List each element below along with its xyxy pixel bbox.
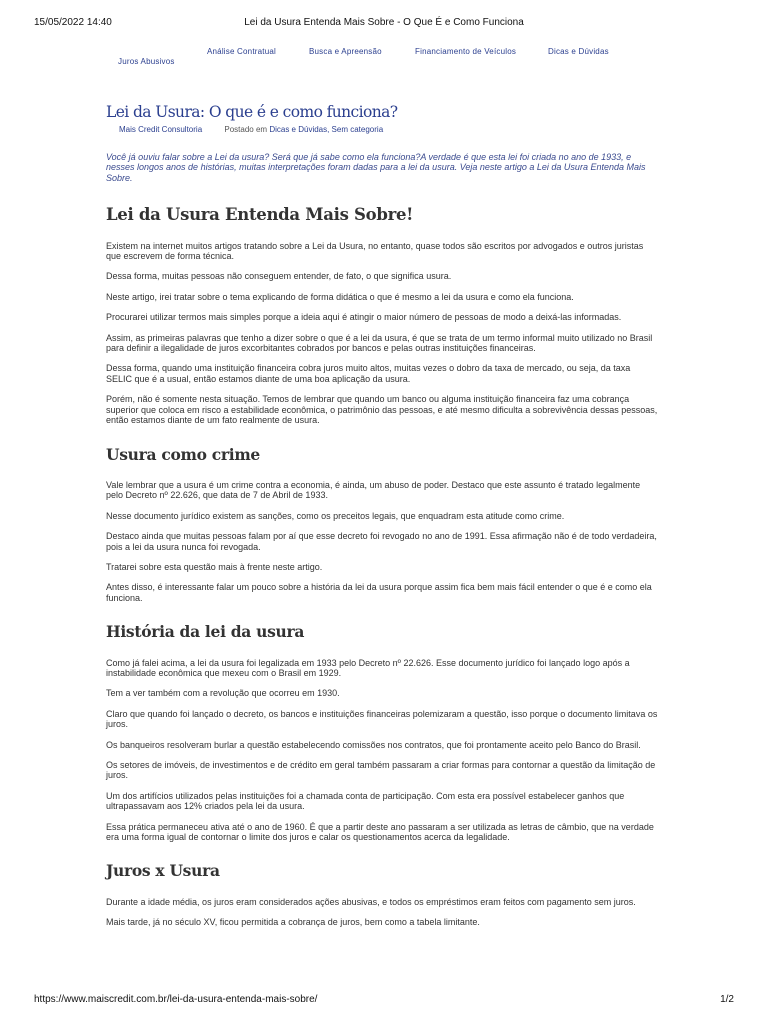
nav-item-analise-contratual[interactable]: Análise Contratual [207,47,276,56]
paragraph: Vale lembrar que a usura é um crime contra a economia, é ainda, um abuso de poder. Destaco que este assunto é tratado legalmente pelo Decreto nº 22.626, que data de 7 de Abril de 1933. [106,479,641,501]
paragraph: Essa prática permaneceu ativa até o ano de 1960. É que a partir deste ano passaram a ser utilizada as letras de câmbio, que na verdade era uma forma igual de contornar o limite dos juros e calar os questionamentos acerca da legalidade. [106,821,654,843]
print-document-title: Lei da Usura Entenda Mais Sobre - O Que É e Como Funciona [244,17,524,28]
paragraph: Procurarei utilizar termos mais simples porque a ideia aqui é atingir o maior número de pessoas de modo a deixá-las informadas. [106,312,622,323]
paragraph: Tratarei sobre esta questão mais à frente neste artigo. [106,561,323,572]
article-meta [119,125,383,134]
posted-label: Postado em [224,125,268,134]
author-link[interactable]: Mais Credit Consultoria [119,125,203,134]
print-url: https://www.maiscredit.com.br/lei-da-usura-entenda-mais-sobre/ [34,994,318,1005]
page-number: 1/2 [720,994,734,1005]
print-datetime: 15/05/2022 14:40 [34,17,112,28]
section-heading-historia: História da lei da usura [106,622,305,642]
paragraph: Como já falei acima, a lei da usura foi legalizada em 1933 pelo Decreto nº 22.626. Esse documento jurídico foi lançado logo após a instabilidade econômica que mexeu com o Brasil em 1929. [106,657,630,678]
paragraph: Dessa forma, quando uma instituição financeira cobra juros muito altos, muitas vezes o dobro da taxa de mercado, ou seja, da taxa SELIC que é a usual, então estamos diante de uma boa aplicação da usura. [106,363,631,384]
intro-paragraph: Você já ouviu falar sobre a Lei da usura? Será que já sabe como ela funciona?A verdade é que esta lei foi criada no ano de 1933, e nesses longos anos de histórias, muitas interpretações foram dadas para a lei da usura. Veja neste artigo a Lei da Usura Entenda Mais Sobre. [106,152,646,183]
paragraph: Nesse documento jurídico existem as sanções, como os preceitos legais, que enquadram esta atitude como crime. [106,510,565,521]
paragraph: Durante a idade média, os juros eram considerados ações abusivas, e todos os empréstimos eram feitos com pagamento sem juros. [106,896,636,907]
paragraph: Dessa forma, muitas pessoas não conseguem entender, de fato, o que significa usura. [106,271,452,282]
paragraph: Os banqueiros resolveram burlar a questão estabelecendo comissões nos contratos, que foi prontamente aceito pelo Banco do Brasil. [106,739,641,750]
nav-item-busca-apreensao[interactable]: Busca e Apreensão [309,47,382,56]
paragraph: Existem na internet muitos artigos tratando sobre a Lei da Usura, no entanto, quase todos são escritos por advogados e outros juristas que escrevem de forma técnica. [106,240,644,262]
paragraph: Antes disso, é interessante falar um pouco sobre a história da lei da usura porque assim fica bem mais fácil entender o que é e como ela funciona. [106,582,652,603]
paragraph: Mais tarde, já no século XV, ficou permitida a cobrança de juros, bem como a tabela limitante. [106,917,480,928]
print-footer [34,994,734,1008]
paragraph: Destaco ainda que muitas pessoas falam por aí que esse decreto foi revogado no ano de 1991. Essa afirmação não é de todo verdadeira, pois a lei da usura nunca foi revogada. [106,531,657,552]
paragraph: Claro que quando foi lançado o decreto, os bancos e instituições financeiras polemizaram a questão, isso porque o documento limitava os juros. [106,708,658,730]
article-title: Lei da Usura: O que é e como funciona? [106,103,398,121]
paragraph: Neste artigo, irei tratar sobre o tema explicando de forma didática o que é mesmo a lei da usura e como ela funciona. [106,291,574,302]
paragraph: Tem a ver também com a revolução que ocorreu em 1930. [106,688,340,699]
print-header [34,17,734,31]
paragraph: Porém, não é somente nesta situação. Temos de lembrar que quando um banco ou alguma instituição financeira faz uma cobrança superior que coloca em risco a estabilidade econômica, o patrimônio das pessoas, e até mesmo dificulta a sobrevivência dessas pessoas, então estamos diante de um fato realmente de usura. [106,394,658,426]
paragraph: Os setores de imóveis, de investimentos e de crédito em geral também passaram a criar formas para contornar a questão da limitação de juros. [106,760,656,781]
article-content [106,152,658,938]
nav-item-financiamento-veiculos[interactable]: Financiamento de Veículos [415,47,517,56]
section-heading-usura-crime: Usura como crime [106,444,260,464]
paragraph: Um dos artifícios utilizados pelas instituições foi a chamada conta de participação. Com esta era possível estabelecer ganhos que ultrapassavam aos 12% criados pela lei da usura. [106,790,625,812]
section-heading-juros-usura: Juros x Usura [106,861,220,881]
paragraph: Assim, as primeiras palavras que tenho a dizer sobre o que é a lei da usura, é que se trata de um termo informal muito utilizado no Brasil para definir a ilegalidade de juros excorbitantes cobrados por bancos e pelas outras instituições financeiras. [106,332,653,354]
main-heading: Lei da Usura Entenda Mais Sobre! [106,205,414,225]
nav-item-juros-abusivos[interactable]: Juros Abusivos [118,57,175,66]
nav-item-dicas-duvidas[interactable]: Dicas e Dúvidas [548,47,609,56]
category-links[interactable]: Dicas e Dúvidas, Sem categoria [269,125,384,134]
site-nav [0,45,768,75]
